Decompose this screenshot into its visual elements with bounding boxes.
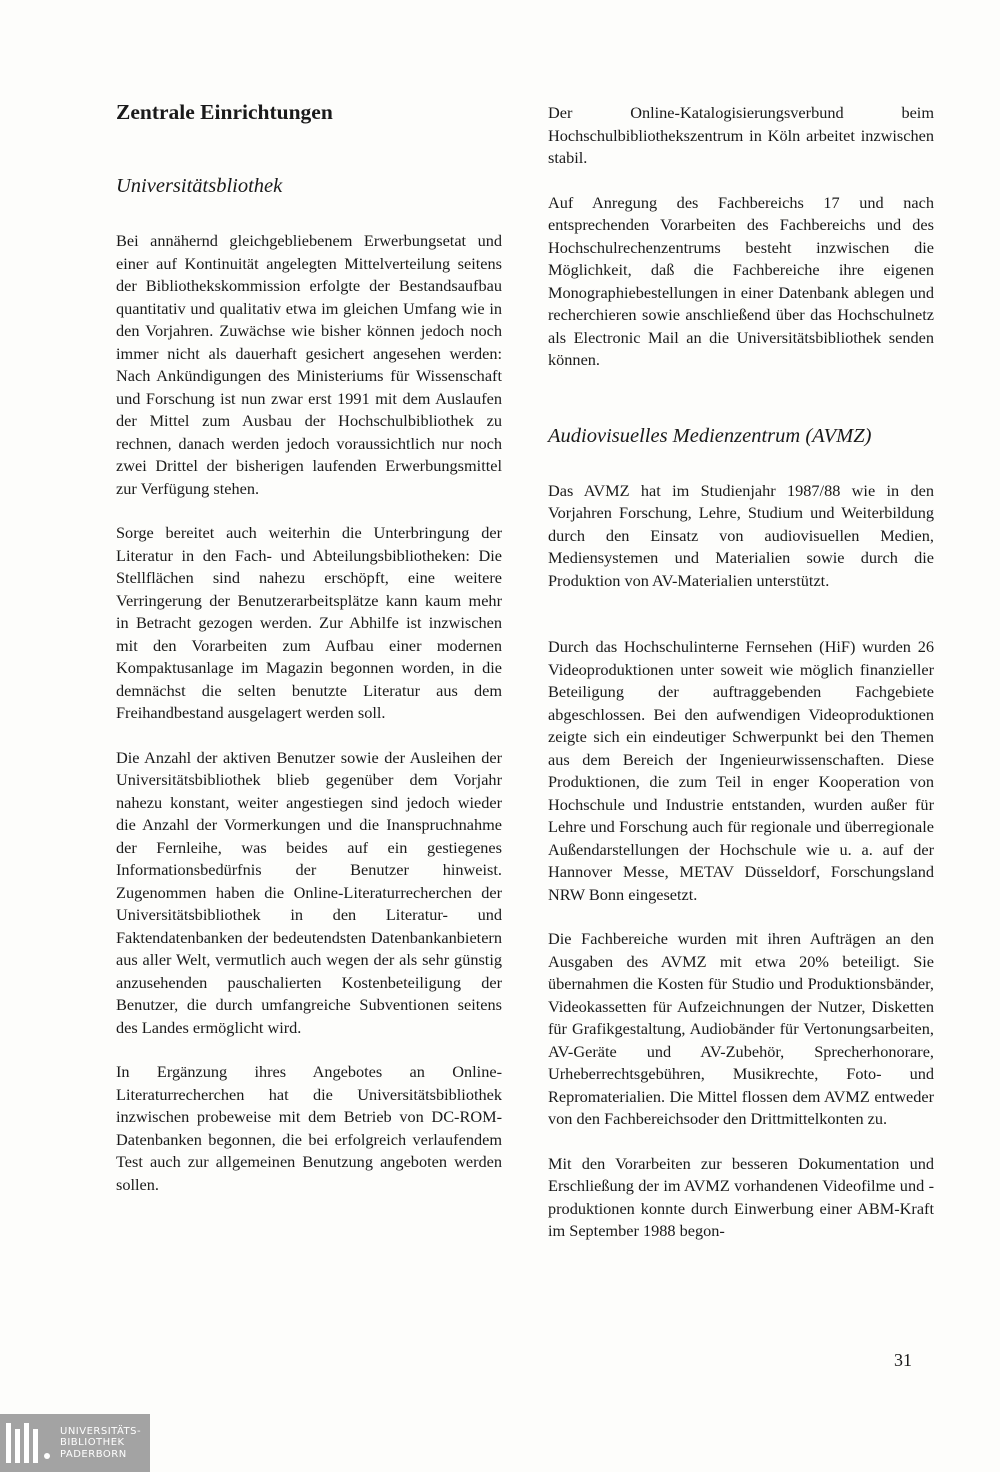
library-logo-line: BIBLIOTHEK xyxy=(60,1437,125,1449)
paragraph: Das AVMZ hat im Studienjahr 1987/88 wie in den Vorjahren Forschung, Lehre, Studium und Weiterbildung durch den Einsatz von audiovisuellen Medien, Mediensystemen und Materialien sowie durch die Produktion von AV-Materialien unterstützt. xyxy=(548,480,934,590)
library-logo-line: UNIVERSITÄTS- xyxy=(60,1425,142,1437)
paragraph: Mit den Vorarbeiten zur besseren Dokumentation und Erschließung der im AVMZ vorhandenen Videofilme und -produktionen konnte durch Einwerbung einer ABM-Kraft im September 1988 begon- xyxy=(548,1153,934,1240)
paragraph: Auf Anregung des Fachbereichs 17 und nach entsprechenden Vorarbeiten des Fachbereichs und des Hochschulrechenzentrums besteht inzwischen die Möglichkeit, daß die Fachbereiche ihre eigenen Monographiebestellungen in einer Datenbank ablegen und recherchieren sowie anschließend über das Hochschulnetz als Electronic Mail an die Universitätsbibliothek senden können. xyxy=(548,192,934,369)
paragraph: Der Online-Katalogisierungsverbund beim Hochschulbibliothekszentrum in Köln arbeitet inzwischen stabil. xyxy=(548,103,934,167)
section-title-universitaetsbibliothek: Universitätsbliothek xyxy=(116,175,283,197)
library-logo xyxy=(0,1414,150,1472)
library-logo-bars-icon xyxy=(6,1423,50,1463)
left-column xyxy=(116,98,502,1218)
paragraph: Die Anzahl der aktiven Benutzer sowie der Ausleihen der Universitätsbibliothek blieb gegenüber dem Vorjahr nahezu konstant, weiter angestiegen sind jedoch wieder die Anzahl der Vormerkungen und die Inanspruchnahme der Fernleihe, was beides auf ein gestiegenes Informationsbedürfnis der Benutzer hinweist. Zugenommen haben die Online-Literaturrecherchen der Universitätsbibliothek in den Literatur- und Faktendatenbanken der bedeutendsten Datenbankanbietern aus aller Welt, vermutlich auch wegen der als sehr günstig anzusehenden pauschalierten Kostenbeteiligung der Benutzer, die durch umfangreiche Subventionen seitens des Landes ermöglicht wird. xyxy=(116,747,502,1037)
paragraph: Durch das Hochschulinterne Fernsehen (HiF) wurden 26 Videoproduktionen unter soweit wie möglich finanzieller Beteiligung der auftraggebenden Fachgebiete abgeschlossen. Bei den aufwendigen Videoproduktionen zeigte sich ein eindeutiger Schwerpunkt bei den Themen aus dem Bereich der Ingenieurwissenschaften. Diese Produktionen, die zum Teil in enger Kooperation von Hochschule und Industrie entstanden, wurden außer für Lehre und Forschung auch für regionale und überregionale Außendarstellungen der Hochschule wie u. a. auf der Hannover Messe, METAV Düsseldorf, Forschungsland NRW Bonn eingesetzt. xyxy=(548,637,934,904)
chapter-title: Zentrale Einrichtungen xyxy=(116,100,333,124)
right-column xyxy=(548,102,934,1265)
paragraph: Die Fachbereiche wurden mit ihren Aufträgen an den Ausgaben des AVMZ mit etwa 20% beteiligt. Sie übernahmen die Kosten für Studio und Produktionsbänder, Videokassetten für Aufzeichnungen der Nutzer, Disketten für Grafikgestaltung, Audiobänder für Vertonungsarbeiten, AV-Geräte und AV-Zubehör, Sprecherhonorare, Urheberrechtsgebühren, Musikrechte, Foto- und Repromaterialien. Die Mittel flossen dem AVMZ entweder von den Fachbereichsoder den Drittmittelkonten zu. xyxy=(548,929,934,1128)
paragraph: Bei annähernd gleichgebliebenem Erwerbungsetat und einer auf Kontinuität angelegten Mittelverteilung seitens der Bibliothekskommission erfolgte der Bestandsaufbau quantitativ und qualitativ etwa im gleichen Umfang wie in den Vorjahren. Zuwächse wie bisher können jedoch noch immer nicht als dauerhaft gesichert angesehen werden: Nach Ankündigungen des Ministeriums für Wissenschaft und Forschung ist nun zwar erst 1991 mit dem Auslaufen der Mittel zum Ausbau der Hochschulbibliothek zu rechnen, danach werden jedoch voraussichtlich nur noch zwei Drittel der bisherigen laufenden Erwerbungsmittel zur Verfügung stehen. xyxy=(116,231,502,498)
paragraph: Sorge bereitet auch weiterhin die Unterbringung der Literatur in den Fach- und Abteilungsbibliotheken: Die Stellflächen sind nahezu erschöpft, eine weitere Verringerung der Benutzerarbeitsplätze kann kaum mehr in Betracht gezogen werden. Zur Abhilfe ist inzwischen mit den Vorarbeiten zum Aufbau einer modernen Kompaktusanlage im Magazin begonnen worden, in die demnächst die selten benutzte Literatur aus dem Freihandbestand ausgelagert werden soll. xyxy=(116,523,502,722)
page-number: 31 xyxy=(894,1350,912,1370)
library-logo-line: PADERBORN xyxy=(60,1448,127,1460)
paragraph: In Ergänzung ihres Angebotes an Online-Literaturrecherchen hat die Universitätsbibliothek inzwischen probeweise mit dem Betrieb von DC-ROM-Datenbanken begonnen, die bei erfolgreich verlaufendem Test auch zur allgemeinen Benutzung angeboten werden sollen. xyxy=(116,1062,502,1194)
section-title-avmz: Audiovisuelles Medienzentrum (AVMZ) xyxy=(548,424,872,447)
library-logo-text xyxy=(60,1426,141,1461)
